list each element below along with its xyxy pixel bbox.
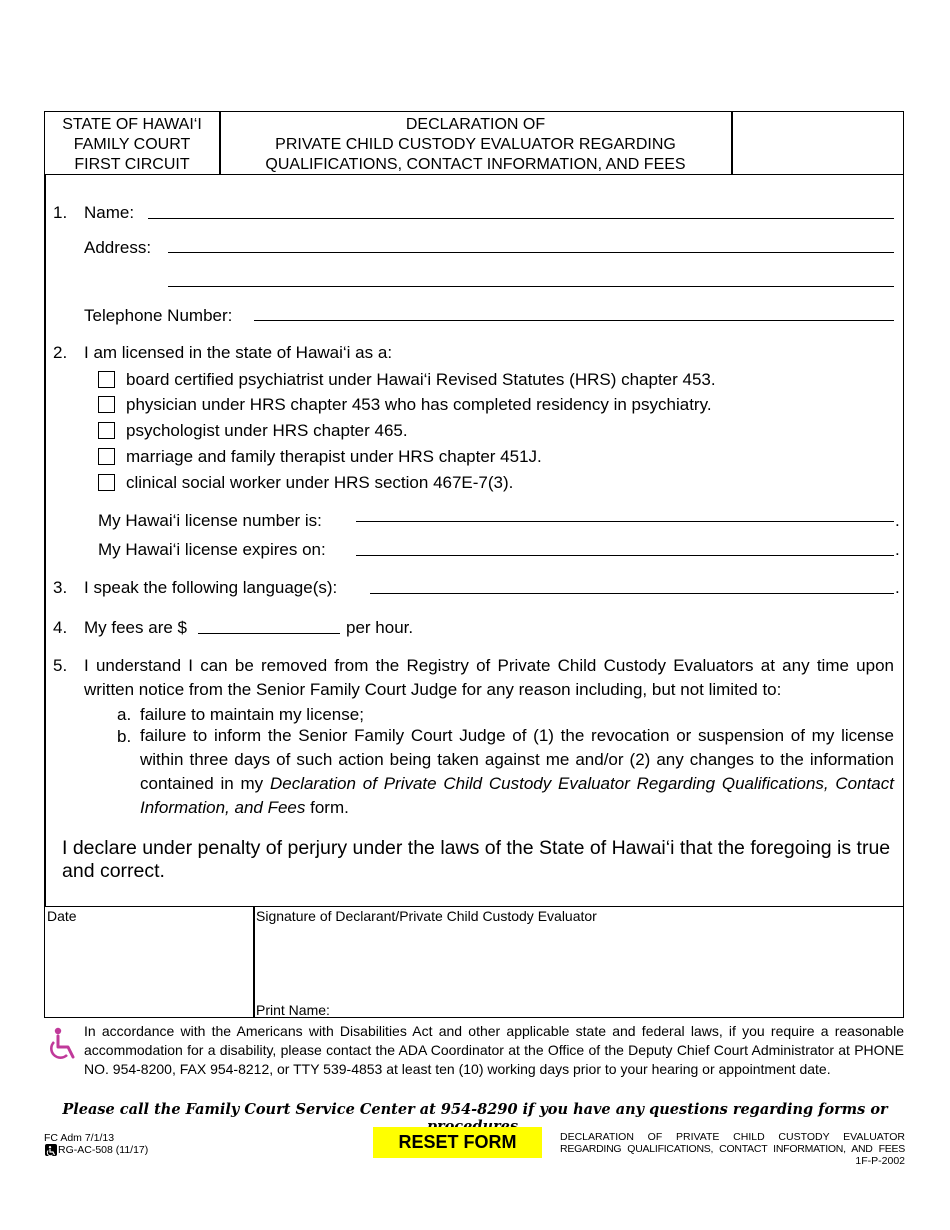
fees-label: My fees are $	[84, 618, 187, 637]
subitem-a-text: failure to maintain my license;	[140, 705, 364, 724]
checkbox-marriage-family-therapist[interactable]	[98, 448, 115, 465]
date-label: Date	[47, 908, 77, 924]
option-marriage-family-therapist: marriage and family therapist under HRS chapter 451J.	[126, 447, 542, 466]
form-revision: FC Adm 7/1/13	[44, 1132, 115, 1144]
languages-label: I speak the following language(s):	[84, 578, 338, 597]
court-name: STATE OF HAWAI‘I FAMILY COURT FIRST CIRCUIT	[62, 116, 202, 173]
period: .	[895, 578, 900, 597]
license-number-field[interactable]	[356, 521, 894, 522]
frame-left-border	[44, 175, 46, 907]
name-field[interactable]	[148, 218, 894, 219]
option-psychologist: psychologist under HRS chapter 465.	[126, 421, 408, 440]
footer-title: DECLARATION OF PRIVATE CHILD CUSTODY EVALUATOR REGARDING QUALIFICATIONS, CONTACT INFORMATION, AND FEES 1F-P-2002	[560, 1131, 905, 1167]
name-label: Name:	[84, 203, 135, 222]
license-expires-label: My Hawai‘i license expires on:	[98, 540, 326, 559]
ada-notice: In accordance with the Americans with Disabilities Act and other applicable state and federal laws, if you require a reasonable accommodation for a disability, please contact the ADA Coordinator at the Office of the Deputy Chief Court Administrator at PHONE NO. 954-8200, FAX 954-8212, or TTY 539-4853 at least ten (10) working days prior to your hearing or appointment date.	[84, 1023, 904, 1077]
service-center-notice: Please call the Family Court Service Center at 954-8290 if you have any questions regarding forms or	[62, 1101, 888, 1118]
signature-divider	[253, 907, 255, 1017]
form-code: RG-AC-508 (11/17)	[58, 1144, 149, 1156]
subitem-b-text: failure to inform the Senior Family Court Judge of (1) the revocation or suspension of my license within three days of such action being taken against me and/or (2) any changes to the information contained in my Declaration of Private Child Custody Evaluator Regarding Qualifications, Contact Information, and Fees form.	[140, 726, 894, 817]
address-field-line2[interactable]	[168, 286, 894, 287]
print-name-field[interactable]	[345, 999, 900, 1017]
languages-field[interactable]	[370, 593, 894, 594]
print-name-label: Print Name:	[256, 1002, 330, 1018]
signature-box	[44, 906, 904, 1018]
signature-label: Signature of Declarant/Private Child Custody Evaluator	[256, 908, 597, 924]
checkbox-psychologist[interactable]	[98, 422, 115, 439]
reset-form-button[interactable]: RESET FORM	[373, 1127, 542, 1158]
item-number: 1.	[53, 203, 68, 222]
checkbox-physician[interactable]	[98, 396, 115, 413]
subitem-a-label: a.	[117, 705, 132, 724]
address-field-line1[interactable]	[168, 252, 894, 253]
date-field[interactable]	[45, 925, 253, 1015]
form-header	[44, 111, 904, 175]
item-number: 4.	[53, 618, 68, 637]
signature-field[interactable]	[256, 925, 901, 997]
option-psychiatrist: board certified psychiatrist under Hawai‘i Revised Statutes (HRS) chapter 453.	[126, 370, 716, 389]
item-number: 2.	[53, 343, 68, 362]
checkbox-psychiatrist[interactable]	[98, 371, 115, 388]
case-number-box[interactable]	[732, 112, 902, 174]
license-expires-field[interactable]	[356, 555, 894, 556]
fees-suffix: per hour.	[346, 618, 414, 637]
form-title: DECLARATION OF PRIVATE CHILD CUSTODY EVALUATOR REGARDING QUALIFICATIONS, CONTACT INFORMATION, AND FEES	[265, 116, 686, 173]
accessibility-icon	[45, 1144, 57, 1156]
period: .	[895, 540, 900, 559]
license-number-label: My Hawai‘i license number is:	[98, 511, 322, 530]
address-label: Address:	[84, 238, 152, 257]
option-physician: physician under HRS chapter 453 who has completed residency in psychiatry.	[126, 395, 712, 414]
phone-label: Telephone Number:	[84, 306, 233, 325]
declaration-statement: I declare under penalty of perjury under the laws of the State of Hawai‘i that the foregoing is true and correct.	[62, 837, 891, 882]
phone-field[interactable]	[254, 320, 894, 321]
wheelchair-icon	[46, 1027, 80, 1061]
removal-intro: I understand I can be removed from the Registry of Private Child Custody Evaluators at any time upon written notice from the Senior Family Court Judge for any reason including, but not limited to:	[84, 656, 894, 699]
item-number: 5.	[53, 656, 68, 675]
item-number: 3.	[53, 578, 68, 597]
frame-right-border	[903, 175, 905, 907]
period: .	[895, 511, 900, 530]
subitem-b-label: b.	[117, 727, 132, 746]
license-intro: I am licensed in the state of Hawai‘i as a:	[84, 343, 393, 362]
option-clinical-social-worker: clinical social worker under HRS section 467E-7(3).	[126, 473, 514, 492]
form-title-reference: Declaration of Private Child Custody Evaluator Regarding Qualifications, Contact Information, and Fees	[140, 774, 894, 817]
checkbox-clinical-social-worker[interactable]	[98, 474, 115, 491]
fees-field[interactable]	[198, 633, 340, 634]
